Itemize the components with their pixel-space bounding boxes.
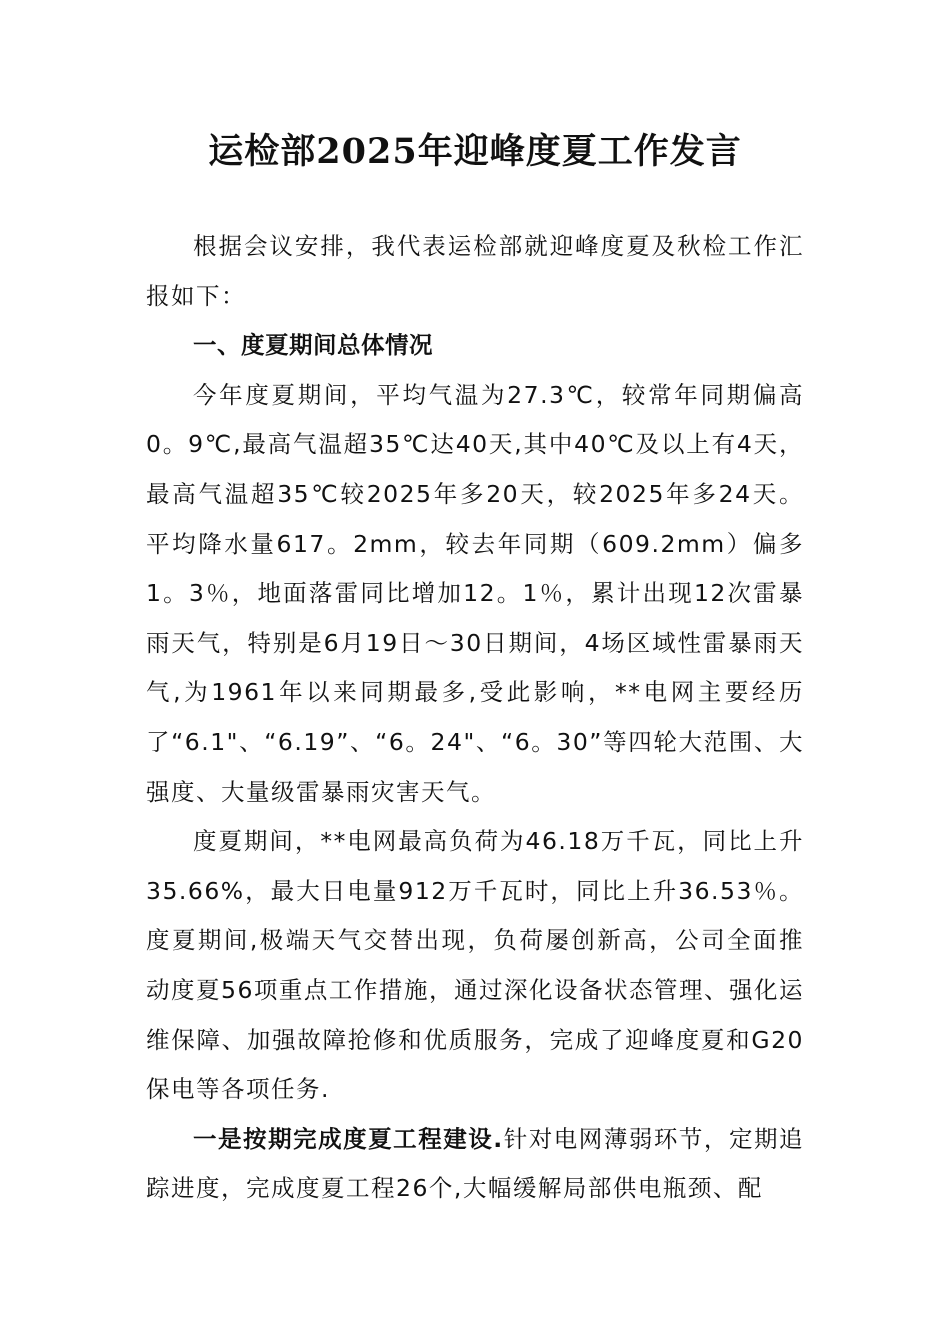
document-title: 运检部2025年迎峰度夏工作发言: [208, 131, 742, 172]
item1-lead: 一是按期完成度夏工程建设.: [193, 1124, 504, 1153]
document-body: [146, 222, 804, 1214]
intro-paragraph: 根据会议安排，我代表运检部就迎峰度夏及秋检工作汇报如下：: [146, 232, 804, 310]
load-paragraph: 度夏期间，**电网最高负荷为46.18万千瓦，同比上升35.66%，最大日电量912万千瓦时，同比上升36.53％。度夏期间,极端天气交替出现，负荷屡创新高，公司全面推动度夏56项重点工作措施，通过深化设备状态管理、强化运维保障、加强故障抢修和优质服务，完成了迎峰度夏和G20保电等各项任务.: [146, 827, 804, 1104]
weather-paragraph: 今年度夏期间，平均气温为27.3℃，较常年同期偏高0。9℃,最高气温超35℃达40天,其中40℃及以上有4天，最高气温超35℃较2025年多20天，较2025年多24天。平均降水量617。2mm，较去年同期（609.2mm）偏多1。3％，地面落雷同比增加12。1％，累计出现12次雷暴雨天气，特别是6月19日～30日期间，4场区域性雷暴雨天气,为1961年以来同期最多,受此影响，**电网主要经历了“6.1"、“6.19”、“6。24"、“6。30”等四轮大范围、大强度、大量级雷暴雨灾害天气。: [146, 380, 804, 806]
item1-text: 针对电网薄弱环节，定期追踪进度，完成度夏工程26个,大幅缓解局部供电瓶颈、配: [146, 1124, 804, 1203]
section-heading: 一、度夏期间总体情况: [193, 331, 433, 360]
item1-paragraph: [146, 1115, 804, 1214]
